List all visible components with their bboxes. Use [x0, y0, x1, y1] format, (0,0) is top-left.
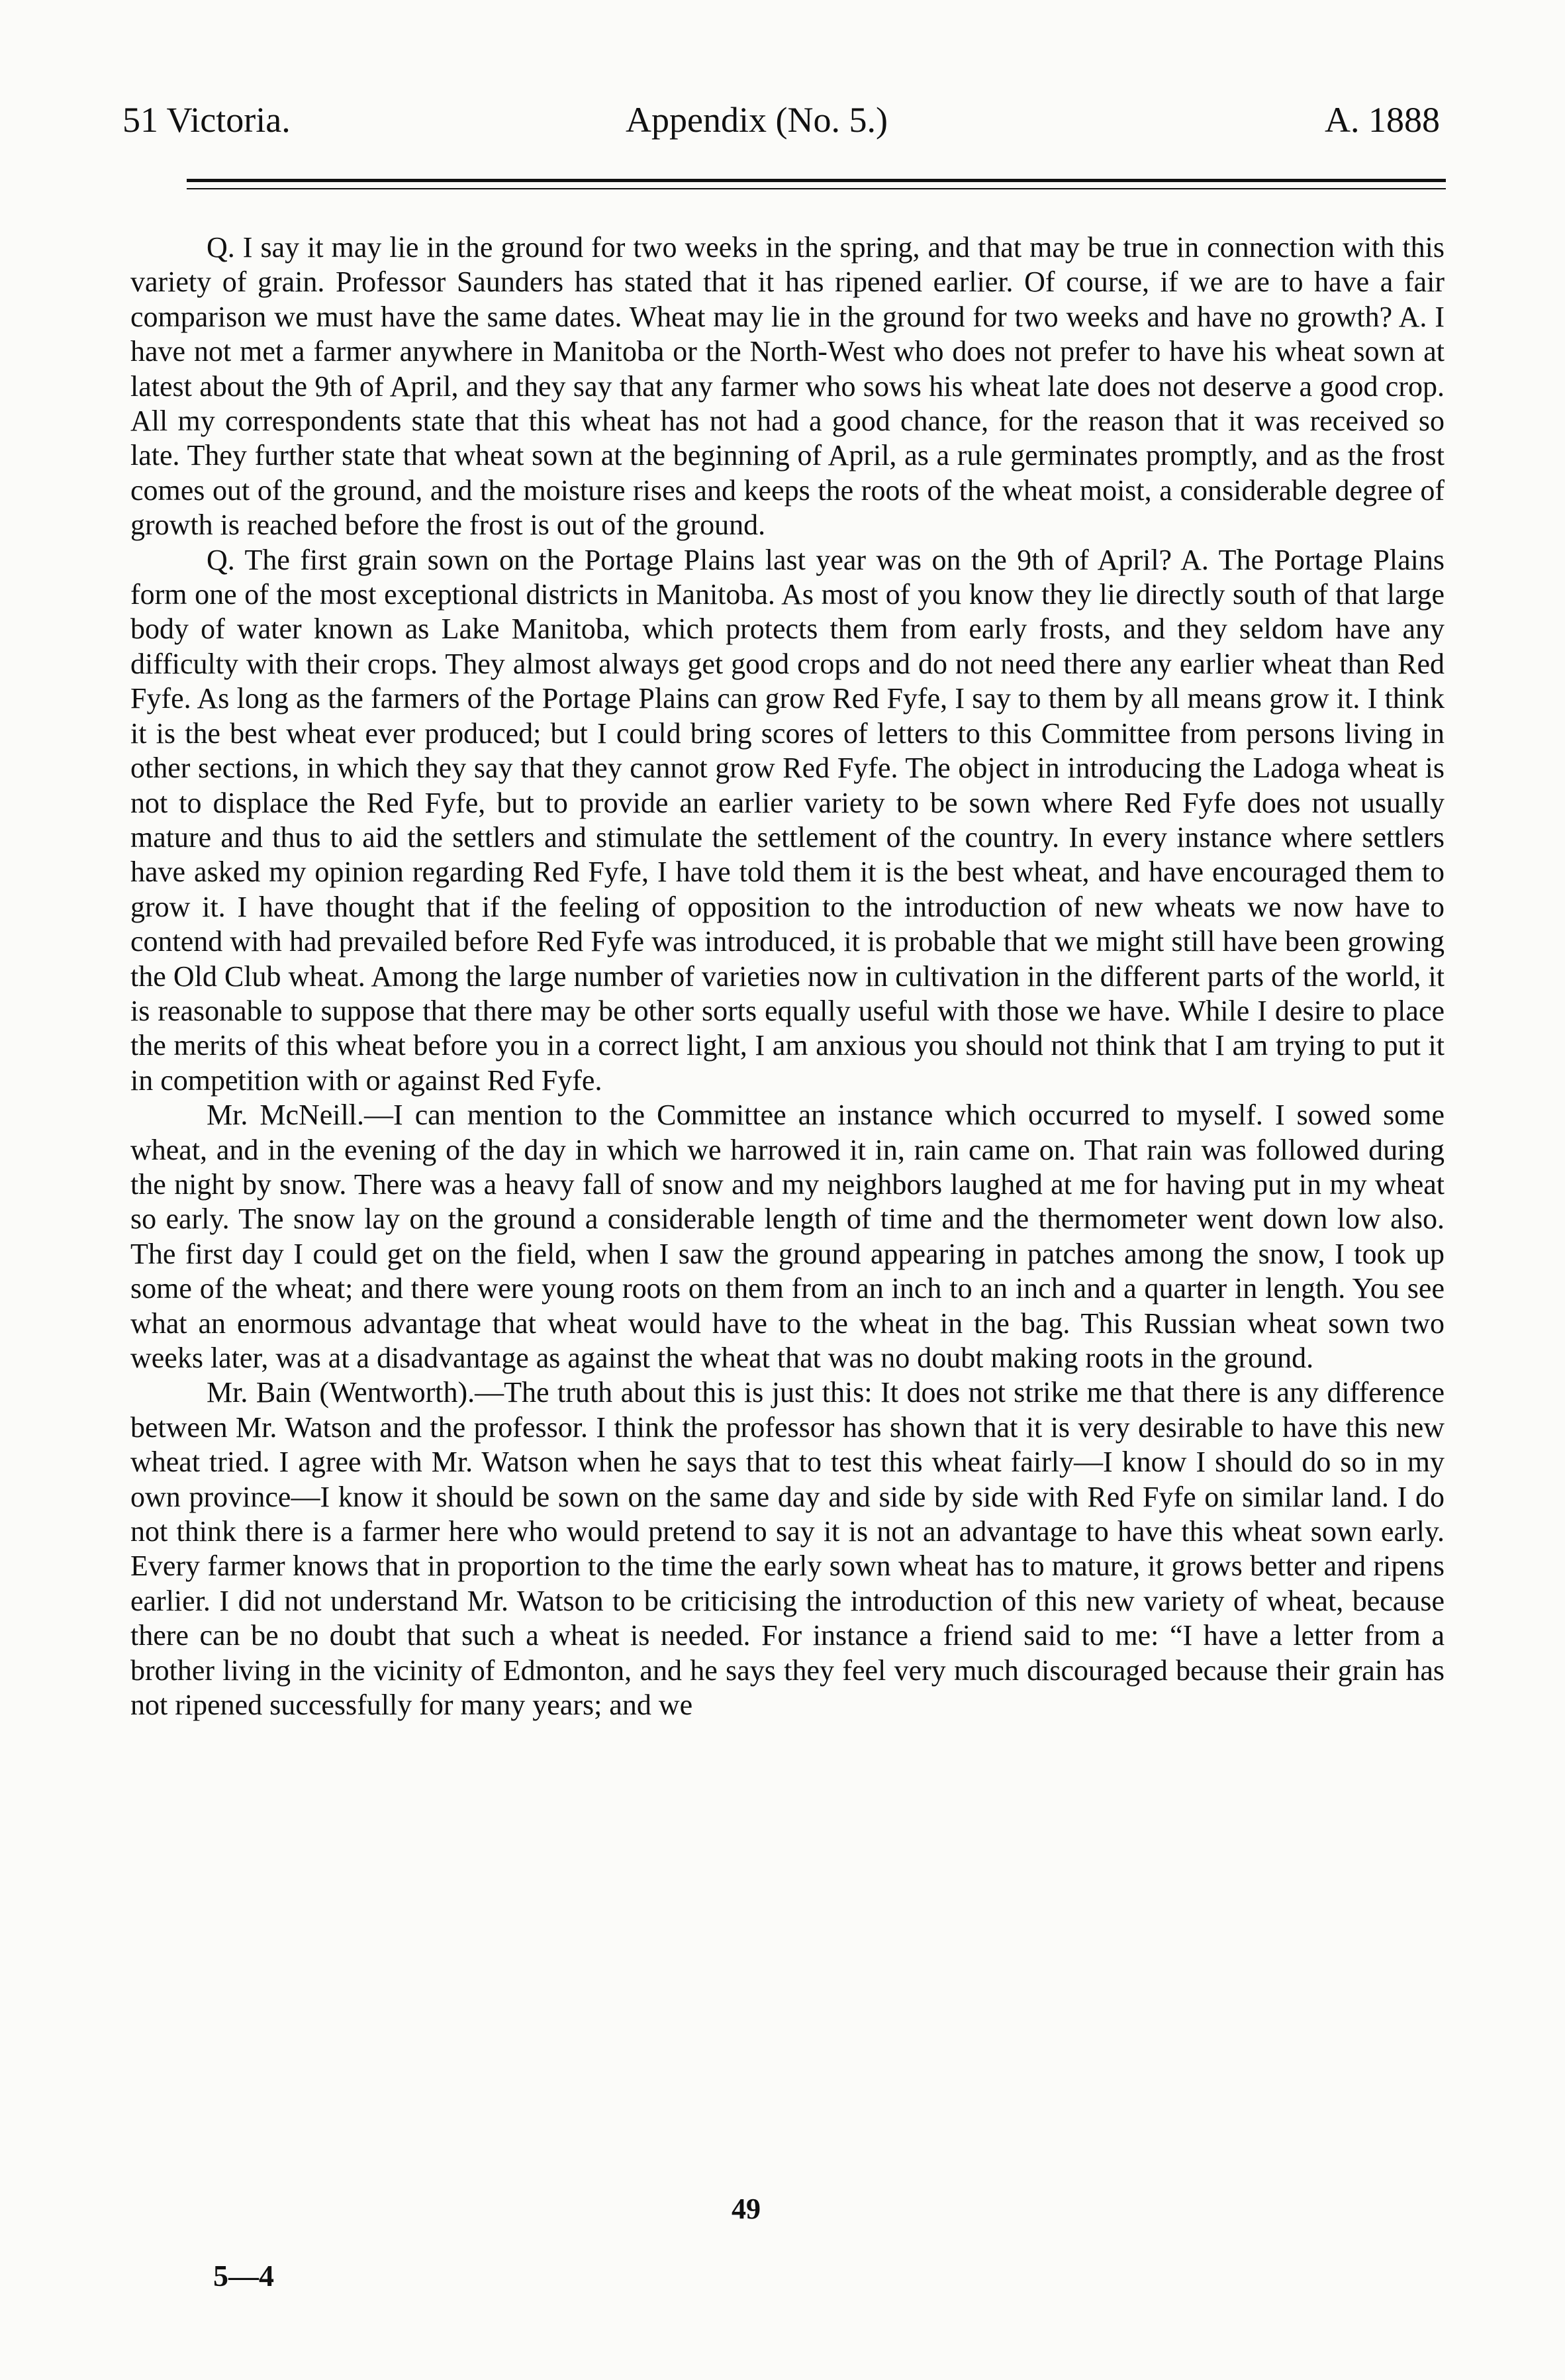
paragraph-3: Mr. McNeill.—I can mention to the Committee an instance which occurred to myself. I sowed some wheat, and in the evening of the day in which we harrowed it in, rain came on. That rain was followed during the night by snow. There was a heavy fall of snow and my neighbors laughed at me for having put in my wheat so early. The snow lay on the ground a considerable length of time and the thermometer went down low also. The first day I could get on the field, when I saw the ground appearing in patches among the snow, I took up some of the wheat; and there were young roots on them from an inch to an inch and a quarter in length. You see what an enormous advantage that wheat would have to the wheat in the bag. This Russian wheat sown two weeks later, was at a disadvantage as against the wheat that was no doubt making roots in the ground. — [130, 1099, 1445, 1374]
paragraph-4: Mr. Bain (Wentworth).—The truth about this is just this: It does not strike me that there is any difference between Mr. Watson and the professor. I think the professor has shown that it is very desirable to have this new wheat tried. I agree with Mr. Watson when he says that to test this wheat fairly—I know I should do so in my own province—I know it should be sown on the same day and side by side with Red Fyfe on similar land. I do not think there is a farmer here who would pretend to say it is not an advantage to have this wheat sown early. Every farmer knows that in proportion to the time the early sown wheat has to mature, it grows better and ripens earlier. I did not understand Mr. Watson to be criticising the introduction of this new variety of wheat, because there can be no doubt that such a wheat is needed. For instance a friend said to me: “I have a letter from a brother living in the vicinity of Edmonton, and he says they feel very much discouraged because their grain has not ripened successfully for many years; and we — [130, 1376, 1445, 1722]
header-appendix: Appendix (No. 5.) — [626, 100, 888, 140]
page-number: 49 — [732, 2193, 761, 2225]
paragraph-2: Q. The first grain sown on the Portage Plains last year was on the 9th of April? A. The Portage Plains form one of the most exceptional districts in Manitoba. As most of you know they lie directly south of that large body of water known as Lake Manitoba, which protects them from early frosts, and they seldom have any difficulty with their crops. They almost always get good crops and do not need there any earlier wheat than Red Fyfe. As long as the farmers of the Portage Plains can grow Red Fyfe, I say to them by all means grow it. I think it is the best wheat ever produced; but I could bring scores of letters to this Committee from persons living in other sections, in which they say that they cannot grow Red Fyfe. The object in introducing the Ladoga wheat is not to displace the Red Fyfe, but to provide an earlier variety to be sown where Red Fyfe does not usually mature and thus to aid the settlers and stimulate the settlement of the country. In every instance where settlers have asked my opinion regarding Red Fyfe, I have told them it is the best wheat, and have encouraged them to grow it. I have thought that if the feeling of opposition to the introduction of new wheats we now have to contend with had prevailed before Red Fyfe was introduced, it is probable that we might still have been growing the Old Club wheat. Among the large number of varieties now in cultivation in the different parts of the world, it is reasonable to suppose that there may be other sorts equally useful with those we have. While I desire to place the merits of this wheat before you in a correct light, I am anxious you should not think that I am trying to put it in competition with or against Red Fyfe. — [130, 543, 1445, 1097]
header-rule-thin — [187, 188, 1446, 189]
header-year: A. 1888 — [1325, 100, 1440, 140]
paragraph-1: Q. I say it may lie in the ground for two weeks in the spring, and that may be true in connection with this variety of grain. Professor Saunders has stated that it has ripened earlier. Of course, if we are to have a fair comparison we must have the same dates. Wheat may lie in the ground for two weeks and have no growth? A. I have not met a farmer anywhere in Manitoba or the North-West who does not prefer to have his wheat sown at latest about the 9th of April, and they say that any farmer who sows his wheat late does not deserve a good crop. All my correspondents state that this wheat has not had a good chance, for the reason that it was received so late. They further state that wheat sown at the beginning of April, as a rule germinates promptly, and as the frost comes out of the ground, and the moisture rises and keeps the roots of the wheat moist, a considerable degree of growth is reached before the frost is out of the ground. — [130, 231, 1445, 542]
page-header — [122, 99, 1440, 152]
signature-mark: 5—4 — [213, 2259, 274, 2293]
header-rule-thick — [187, 179, 1446, 182]
header-session: 51 Victoria. — [122, 100, 291, 140]
body-text — [130, 230, 1445, 1722]
